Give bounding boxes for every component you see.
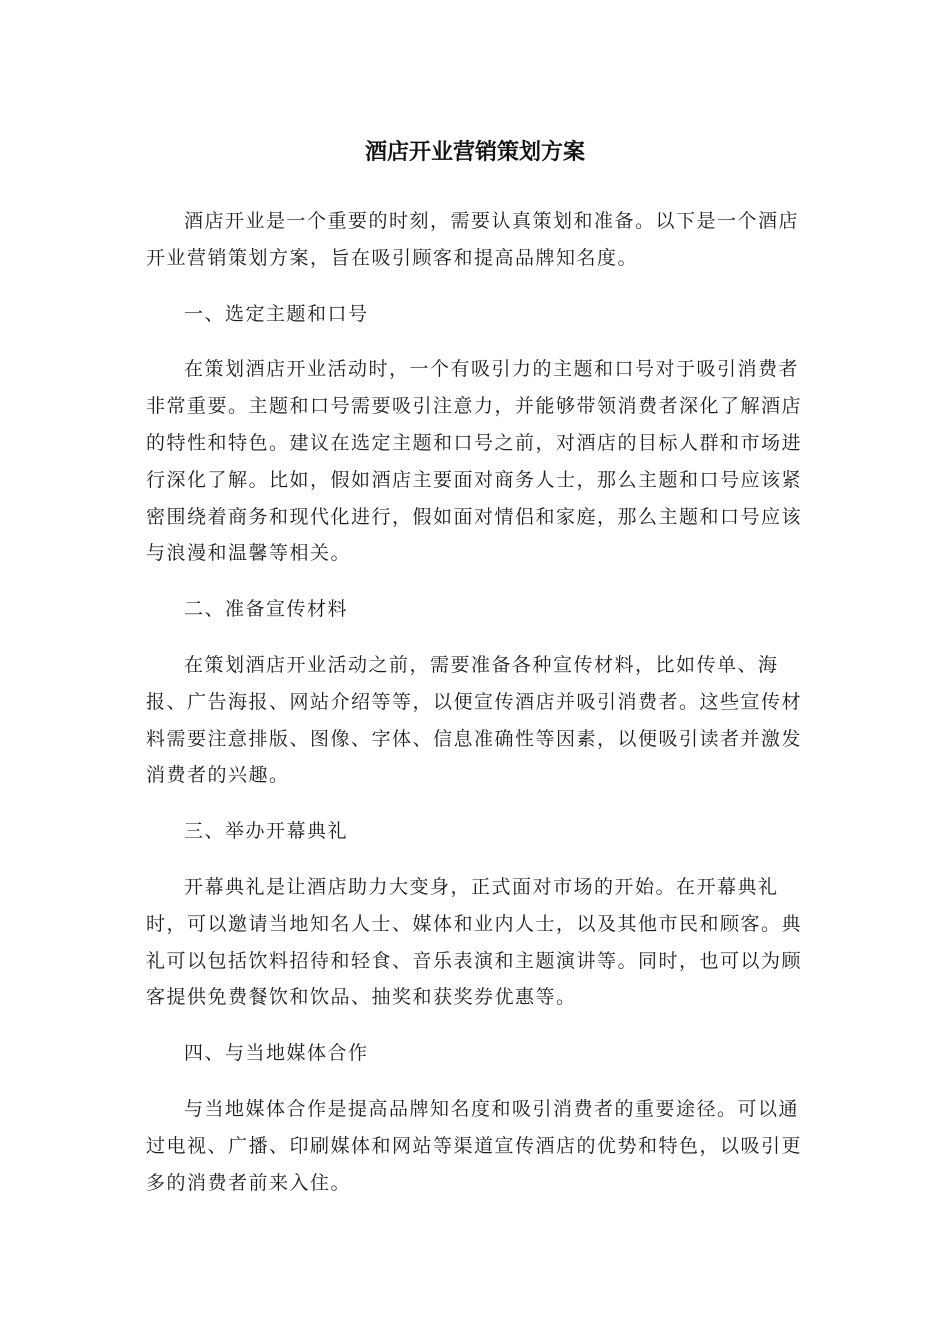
section-heading-ceremony: 三、举办开幕典礼 xyxy=(184,820,349,843)
section-heading-media: 四、与当地媒体合作 xyxy=(184,1042,369,1065)
section-paragraph-ceremony: 开幕典礼是让酒店助力大变身，正式面对市场的开始。在开幕典礼时，可以邀请当地知名人士、媒体和业内人士，以及其他市民和顾客。典礼可以包括饮料招待和轻食、音乐表演和主题演讲等。同时，也可以为顾客提供免费餐饮和饮品、抽奖和获奖券优惠等。 xyxy=(146,875,803,1009)
intro-paragraph: 酒店开业是一个重要的时刻，需要认真策划和准备。以下是一个酒店开业营销策划方案，旨在吸引顾客和提高品牌知名度。 xyxy=(146,210,800,269)
section-heading-materials: 二、准备宣传材料 xyxy=(184,598,349,621)
section-paragraph-materials: 在策划酒店开业活动之前，需要准备各种宣传材料，比如传单、海报、广告海报、网站介绍等等，以便宣传酒店并吸引消费者。这些宣传材料需要注意排版、图像、字体、信息准确性等因素，以便吸引读者并激发消费者的兴趣。 xyxy=(146,653,803,787)
section-paragraph-media: 与当地媒体合作是提高品牌知名度和吸引消费者的重要途径。可以通过电视、广播、印刷媒体和网站等渠道宣传酒店的优势和特色，以吸引更多的消费者前来入住。 xyxy=(146,1097,803,1194)
document-body xyxy=(146,203,810,1220)
section-heading-theme: 一、选定主题和口号 xyxy=(184,302,369,325)
document-title: 酒店开业营销策划方案 xyxy=(364,140,585,165)
section-paragraph-theme: 在策划酒店开业活动时，一个有吸引力的主题和口号对于吸引消费者非常重要。主题和口号需要吸引注意力，并能够带领消费者深化了解酒店的特性和特色。建议在选定主题和口号之前，对酒店的目标人群和市场进行深化了解。比如，假如酒店主要面对商务人士，那么主题和口号应该紧密围绕着商务和现代化进行，假如面对情侣和家庭，那么主题和口号应该与浪漫和温馨等相关。 xyxy=(146,358,803,565)
